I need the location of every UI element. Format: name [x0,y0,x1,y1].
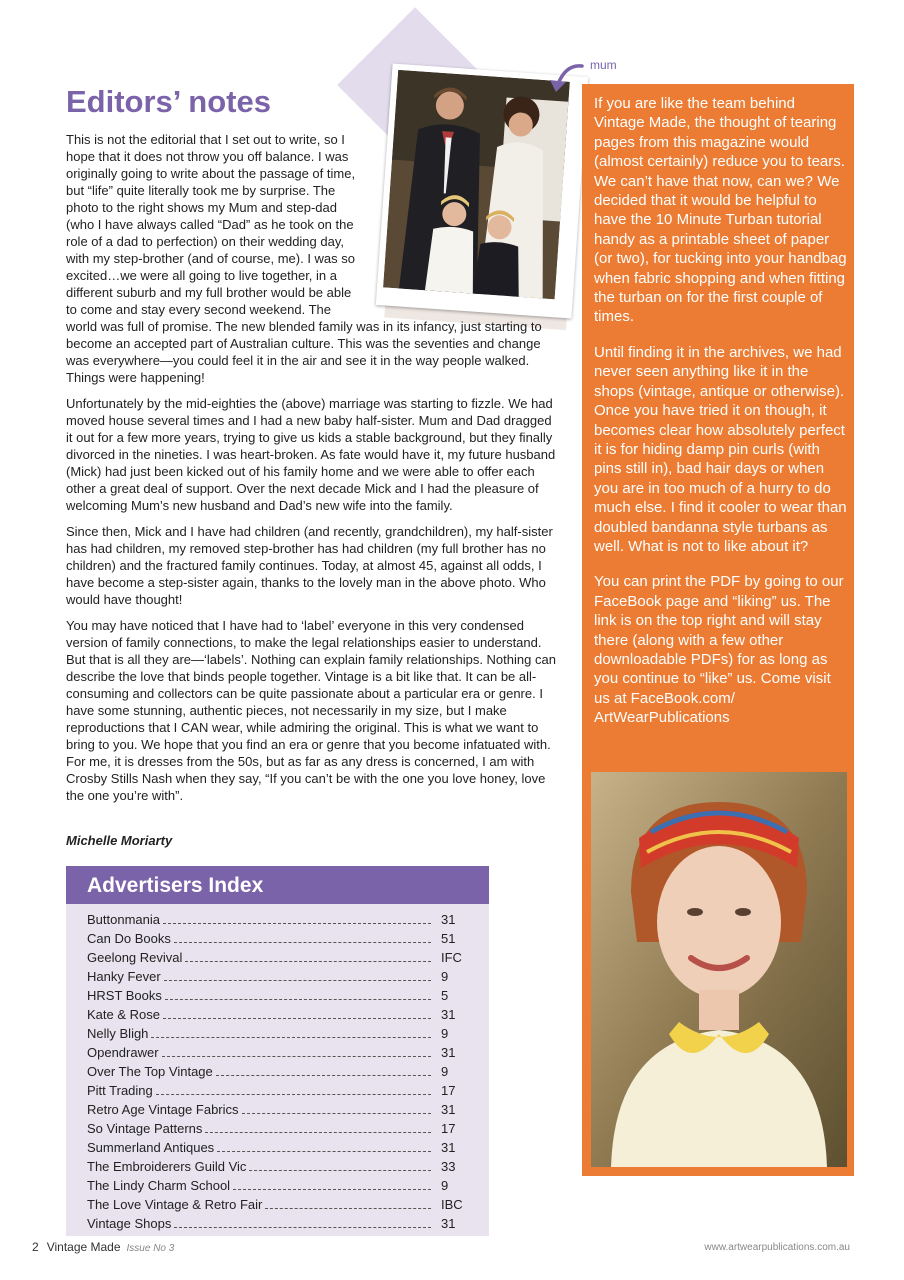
advertiser-page: 9 [441,1178,449,1193]
advertiser-row [66,1026,489,1045]
leader-dashes [165,999,431,1000]
advertiser-name: Opendrawer [87,1045,159,1060]
advertisers-index [66,866,489,1236]
advertiser-page: 9 [441,1064,449,1079]
advertiser-name: Retro Age Vintage Fabrics [87,1102,239,1117]
advertisers-index-title: Advertisers Index [66,866,489,904]
leader-dashes [205,1132,431,1133]
leader-dashes [162,1056,431,1057]
advertiser-page: 31 [441,1216,456,1231]
editorial-body [66,131,558,813]
sidebar-text [594,94,848,744]
advertiser-name: The Love Vintage & Retro Fair [87,1197,263,1212]
advertiser-row [66,1159,489,1178]
advertiser-name: Hanky Fever [87,969,161,984]
sidebar-paragraph: If you are like the team behind Vintage Made, the thought of tearing pages from this magazine would (almost certainly) reduce you to tears. We can’t have that now, can we? We decided that it would be helpful to have the 10 Minute Turban tutorial handy as a printable sheet of paper (or two), for tucking into your handbag when fabric shopping and when fitting the turban on for the first couple of times. [594,95,847,326]
footer-left [32,1240,174,1254]
advertiser-name: Pitt Trading [87,1083,153,1098]
portrait-photo [591,772,847,1167]
advertiser-name: Over The Top Vintage [87,1064,213,1079]
advertiser-page: 5 [441,988,449,1003]
leader-dashes [249,1170,431,1171]
advertiser-row [66,1140,489,1159]
advertiser-page: 9 [441,969,449,984]
advertisers-list [66,904,489,1235]
author-signature: Michelle Moriarty [66,833,173,848]
advertiser-row [66,1045,489,1064]
leader-dashes [174,942,431,943]
body-paragraph: This is not the editorial that I set out to write, so I hope that it does not throw you off balance. I was originally going to write about the passage of time, but “life” quite literally took me by surprise. The photo to the right shows my Mum and step-dad (who I have always called “Dad” as he took on the role of a dad to perfection) on their wedding day, with my step-brother (and of course, me). I was so excited…we were all going to live together, in a different suburb and my full brother would be able to come and stay every second weekend. The world was full of promise. The new blended family was in its infancy, just starting to become an accepted part of Australian culture. This was the seventies and change was everywhere—you could feel it in the air and see it in the way people walked. Things were happening! [66,132,542,385]
issue-number: Issue No 3 [126,1243,175,1254]
advertiser-row [66,1007,489,1026]
body-paragraph: You may have noticed that I have had to ‘label’ everyone in this very condensed version of family connections, to make the legal relationships easier to understand. But that is all they are—‘labels’. Nothing can explain family relationships. Nothing can describe the love that binds people together. Vintage is a bit like that. It can be all-consuming and collectors can be quite passionate about a particular era or genre. I have some stunning, authentic pieces, not necessarily in my size, but I make reproductions that I CAN wear, while admiring the original. This is what we want to bring to you. We hope that you find an era or genre that you become infatuated with. For me, it is dresses from the 50s, but as far as any dress is concerned, I am with Crosby Stills Nash when they say, “If you can’t be with the one you love honey, love the one you’re with”. [66,618,556,803]
advertiser-page: 31 [441,1140,456,1155]
website-link[interactable]: www.artwearpublications.com.au [704,1242,850,1253]
advertiser-row [66,912,489,931]
leader-dashes [216,1075,431,1076]
leader-dashes [185,961,431,962]
leader-dashes [163,923,431,924]
sidebar-paragraph: Until finding it in the archives, we had never seen anything like it in the shops (vintage, antique or otherwise). Once you have tried it on though, it becomes clear how absolutely perfect it is for hiding damp pin curls (with pins still in), bad hair days or when you are in too much of a hurry to do much else. I find it cooler to wear than doubled bandanna style turbans as well. What is not to like about it? [594,343,847,555]
photo-label: mum [590,58,617,72]
advertiser-row [66,969,489,988]
advertiser-name: HRST Books [87,988,162,1003]
leader-dashes [265,1208,431,1209]
advertiser-page: 17 [441,1083,456,1098]
advertiser-name: Can Do Books [87,931,171,946]
body-paragraph: Unfortunately by the mid-eighties the (above) marriage was starting to fizzle. We had moved house several times and I had a new baby half-sister. Mum and Dad dragged it out for a few more years, trying to give us kids a stable background, but they finally divorced in the nineties. I was heart-broken. As fate would have it, my future husband (Mick) had just been kicked out of his family home and we were able to offer each other a great deal of support. Over the next decade Mick and I had the pleasure of welcoming Mum’s new husband and Dad’s new wife into the family. [66,396,556,513]
leader-dashes [217,1151,431,1152]
advertiser-page: IFC [441,950,462,965]
leader-dashes [151,1037,431,1038]
advertiser-page: 9 [441,1026,449,1041]
leader-dashes [156,1094,431,1095]
advertiser-name: Buttonmania [87,912,160,927]
advertiser-row [66,950,489,969]
advertiser-name: Vintage Shops [87,1216,172,1231]
leader-dashes [233,1189,431,1190]
body-paragraph: Since then, Mick and I have had children (and recently, grandchildren), my half-sister has had children, my removed step-brother has had children (my full brother has no children) and the fractured family continues. Today, at almost 45, against all odds, I have become a step-sister again, thanks to the lovely man in the above photo. Who would have thought! [66,524,553,607]
advertiser-name: Kate & Rose [87,1007,160,1022]
advertiser-page: IBC [441,1197,463,1212]
leader-dashes [164,980,431,981]
advertiser-row [66,1197,489,1216]
advertiser-page: 31 [441,912,456,927]
advertiser-row [66,1216,489,1235]
advertiser-name: The Embroiderers Guild Vic [87,1159,247,1174]
advertiser-page: 51 [441,931,456,946]
leader-dashes [174,1227,431,1228]
advertiser-name: So Vintage Patterns [87,1121,203,1136]
sidebar-paragraph: You can print the PDF by going to our FaceBook page and “liking” us. The link is on the top right and will stay there (along with a few other downloadable PDFs) for as long as you continue to “like” us. Come visit us at FaceBook.com/ ArtWearPublications [594,573,844,727]
leader-dashes [163,1018,431,1019]
advertiser-name: The Lindy Charm School [87,1178,231,1193]
advertiser-row [66,1064,489,1083]
advertiser-page: 33 [441,1159,456,1174]
page-number: 2 [32,1240,39,1254]
leader-dashes [242,1113,431,1114]
magazine-name: Vintage Made [46,1240,121,1254]
advertiser-row [66,1121,489,1140]
page-title: Editors’ notes [66,84,271,119]
advertiser-name: Geelong Revival [87,950,183,965]
advertiser-page: 31 [441,1007,456,1022]
advertiser-page: 31 [441,1102,456,1117]
advertiser-page: 17 [441,1121,456,1136]
advertiser-row [66,1178,489,1197]
advertiser-row [66,988,489,1007]
advertiser-name: Nelly Bligh [87,1026,149,1041]
advertiser-page: 31 [441,1045,456,1060]
advertiser-row [66,1102,489,1121]
advertiser-row [66,931,489,950]
advertiser-row [66,1083,489,1102]
advertiser-name: Summerland Antiques [87,1140,215,1155]
